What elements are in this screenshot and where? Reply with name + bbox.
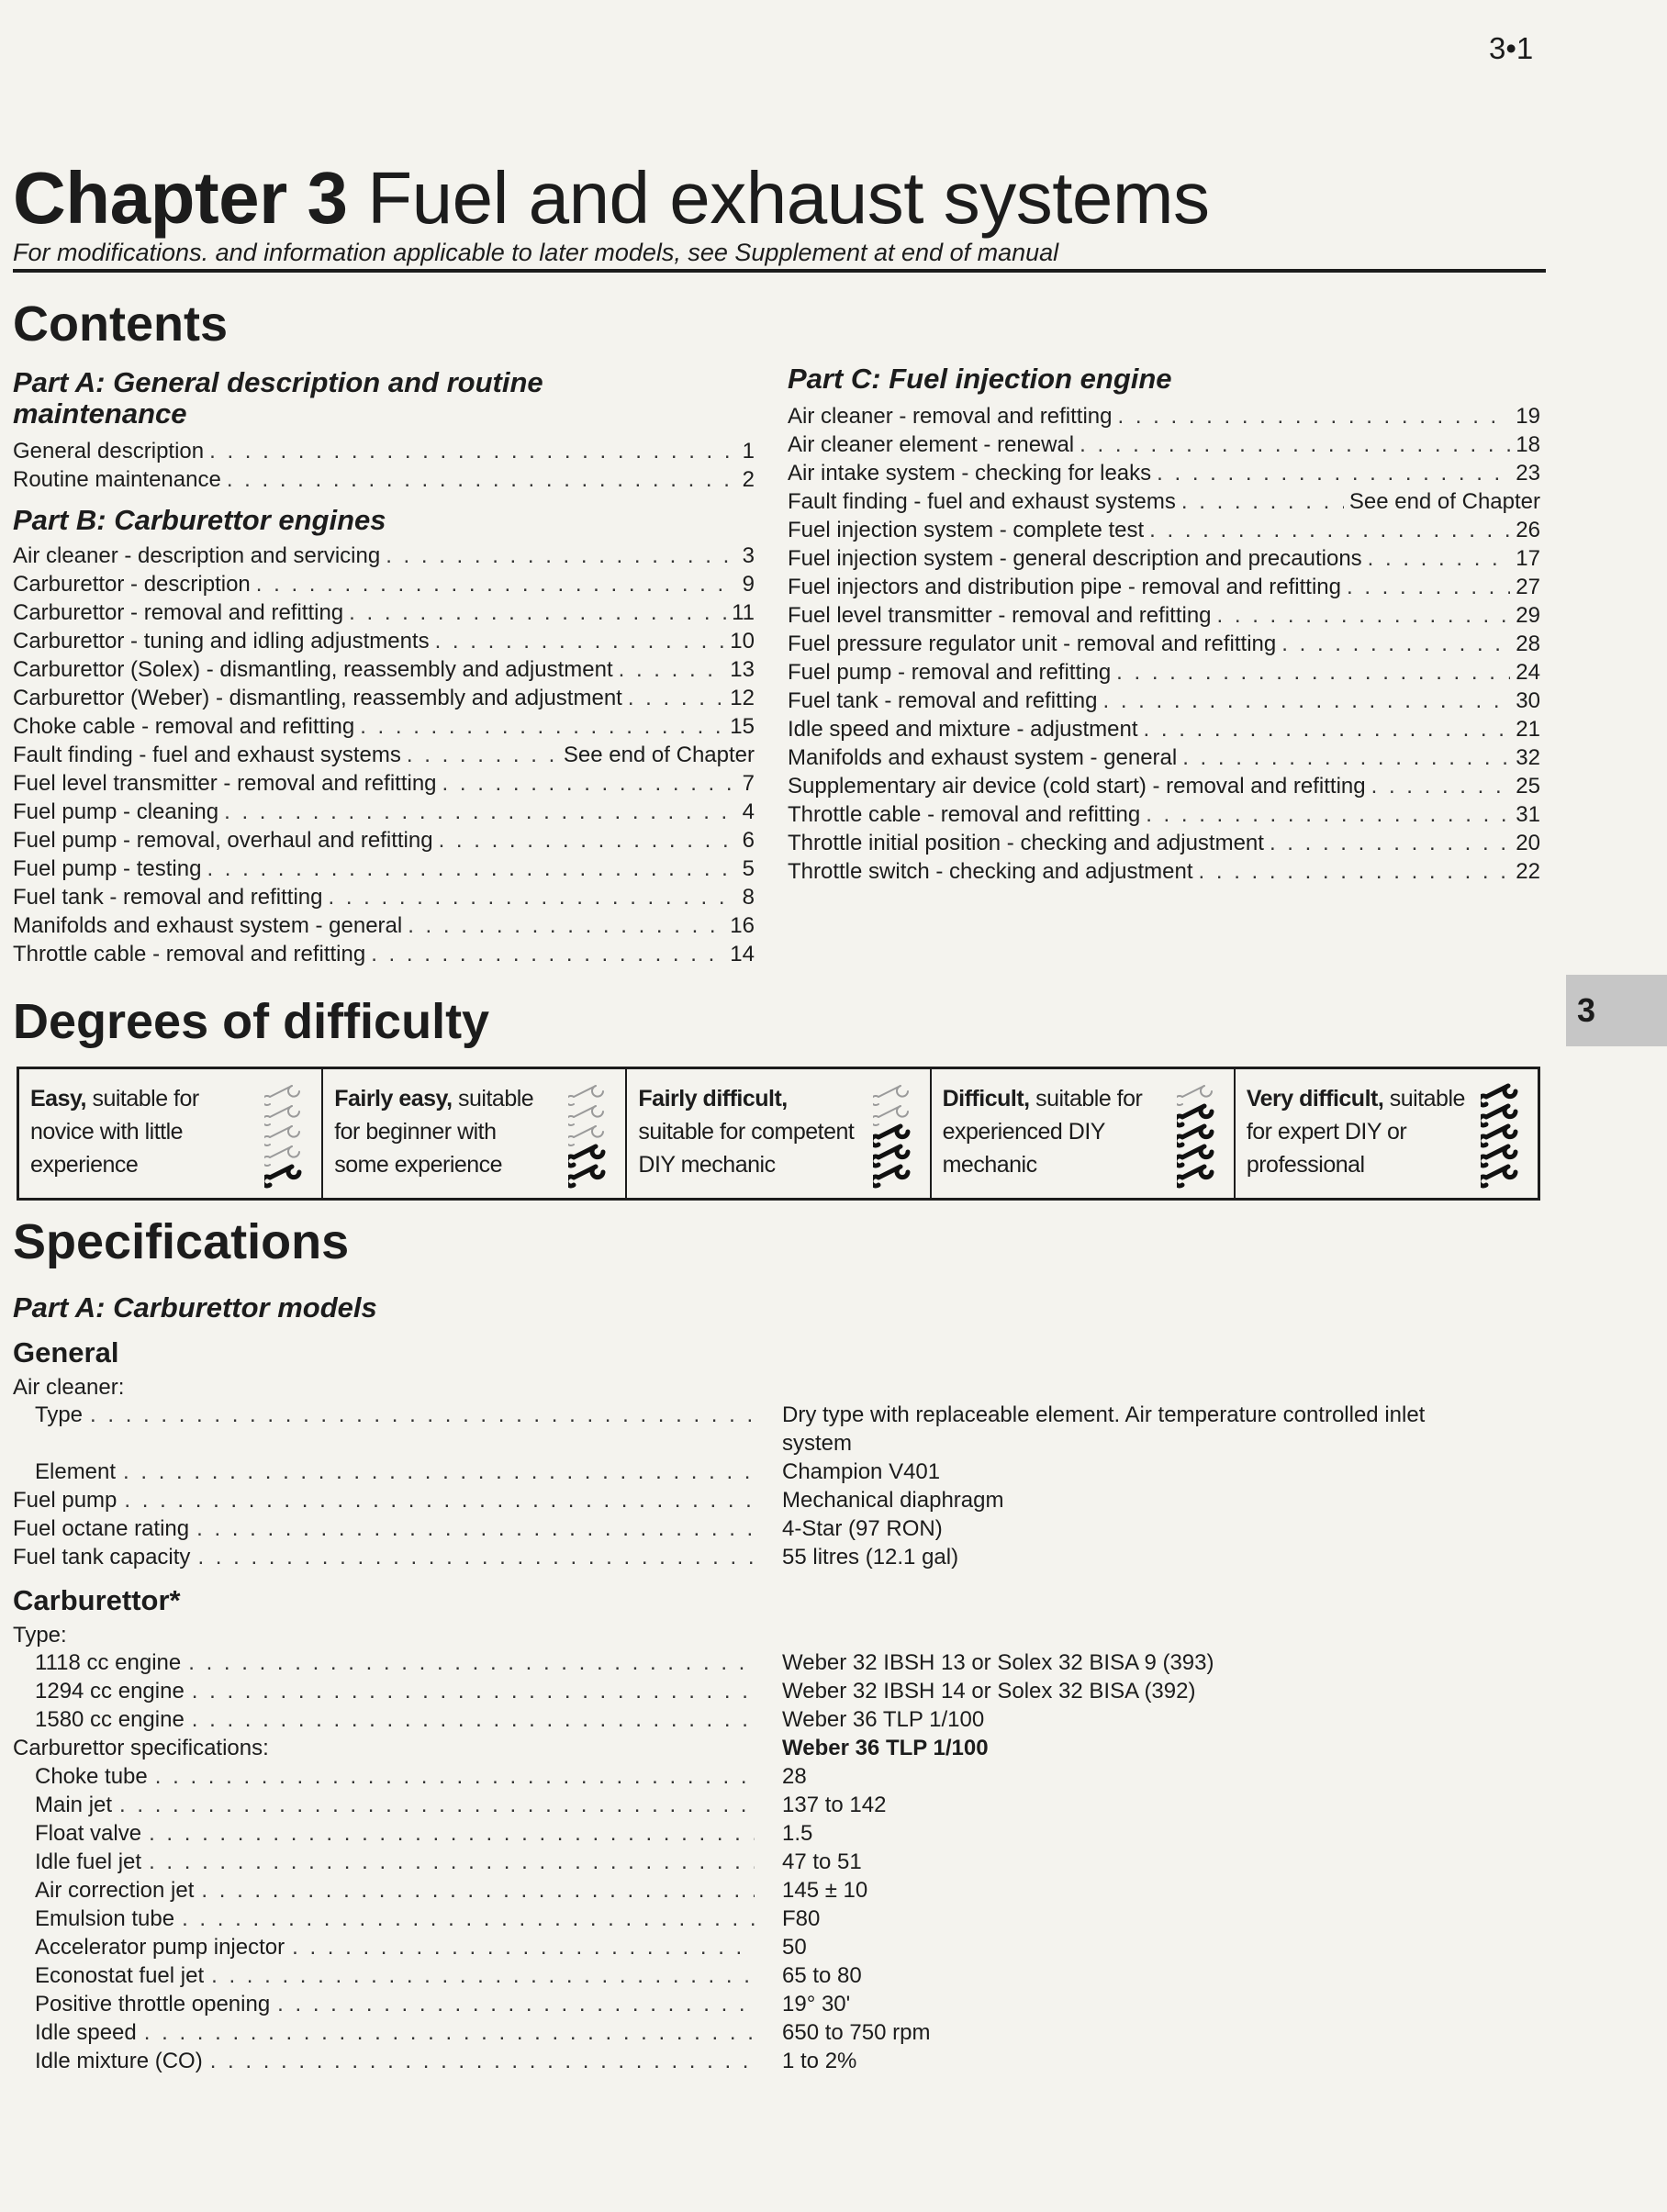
spec-label: Positive throttle opening bbox=[35, 1992, 271, 2016]
difficulty-description: suitable for beginner with some experience bbox=[334, 1086, 534, 1178]
dot-leader bbox=[211, 1961, 755, 1990]
wrench-icon bbox=[873, 1086, 908, 1105]
dot-leader bbox=[1347, 573, 1510, 601]
spec-part-a-heading: Part A: Carburettor models bbox=[13, 1291, 377, 1324]
contents-entry-section: 9 bbox=[742, 572, 755, 597]
contents-entry-section: 23 bbox=[1516, 461, 1540, 486]
dot-leader bbox=[1144, 715, 1511, 743]
contents-entry bbox=[788, 772, 1540, 800]
contents-entry bbox=[788, 544, 1540, 573]
chapter-title bbox=[13, 156, 1210, 240]
dot-leader bbox=[1182, 743, 1510, 772]
contents-entry bbox=[13, 769, 755, 798]
contents-entry-label: Fuel pump - removal and refitting bbox=[788, 660, 1112, 685]
contents-entry bbox=[13, 826, 755, 855]
wrench-icon bbox=[1177, 1146, 1212, 1166]
spec-label: Type bbox=[35, 1402, 84, 1427]
contents-entry bbox=[788, 630, 1540, 658]
dot-leader bbox=[149, 1819, 755, 1848]
dot-leader bbox=[442, 769, 737, 798]
contents-entry bbox=[13, 627, 755, 655]
dot-leader bbox=[371, 940, 724, 968]
contents-entry-label: Throttle cable - removal and refitting bbox=[788, 802, 1141, 827]
chapter-subtitle: For modifications. and information applicable to later models, see Supplement at end of manual bbox=[13, 239, 1059, 266]
contents-entry-label: Carburettor - tuning and idling adjustments bbox=[13, 629, 430, 654]
wrench-icon bbox=[873, 1126, 908, 1145]
dot-leader bbox=[408, 911, 724, 940]
dot-leader bbox=[1157, 459, 1510, 487]
difficulty-cell bbox=[1236, 1069, 1538, 1198]
wrench-icon bbox=[264, 1106, 299, 1125]
dot-leader bbox=[123, 1458, 755, 1486]
dot-leader bbox=[407, 741, 558, 769]
contents-entry-section: 15 bbox=[730, 714, 755, 739]
dot-leader bbox=[360, 712, 724, 741]
spec-value: 137 to 142 bbox=[782, 1793, 887, 1817]
dot-leader bbox=[1217, 601, 1511, 630]
dot-leader bbox=[619, 655, 725, 684]
wrench-icon bbox=[1481, 1086, 1516, 1105]
contents-entry bbox=[13, 570, 755, 598]
contents-entry-label: Fault finding - fuel and exhaust systems bbox=[13, 743, 401, 767]
dot-leader bbox=[1199, 857, 1511, 886]
dot-leader bbox=[192, 1705, 755, 1734]
difficulty-heading: Degrees of difficulty bbox=[13, 994, 490, 1049]
wrench-icon bbox=[568, 1106, 603, 1125]
contents-entry-section: 21 bbox=[1516, 717, 1540, 742]
contents-entry bbox=[788, 573, 1540, 601]
contents-entry-section: See end of Chapter bbox=[1348, 489, 1540, 514]
spec-label: Fuel tank capacity bbox=[13, 1545, 191, 1570]
contents-entry-section: 7 bbox=[742, 771, 755, 796]
contents-entry-section: 29 bbox=[1516, 603, 1540, 628]
spec-value: 65 to 80 bbox=[782, 1963, 862, 1988]
dot-leader bbox=[1181, 487, 1344, 516]
contents-entry-label: Air cleaner - description and servicing bbox=[13, 543, 381, 568]
wrench-rating-icon bbox=[264, 1078, 305, 1189]
difficulty-text bbox=[1247, 1082, 1467, 1181]
contents-entry-section: 28 bbox=[1516, 631, 1540, 656]
dot-leader bbox=[144, 2018, 755, 2047]
wrench-rating-icon bbox=[1481, 1078, 1521, 1189]
contents-entry-label: Fuel pump - testing bbox=[13, 856, 202, 881]
contents-entry-label: General description bbox=[13, 439, 205, 464]
spec-value: Weber 36 TLP 1/100 bbox=[782, 1736, 989, 1760]
contents-entry bbox=[788, 743, 1540, 772]
chapter-label: Chapter 3 bbox=[13, 157, 348, 239]
wrench-rating-icon bbox=[873, 1078, 913, 1189]
difficulty-text bbox=[638, 1082, 858, 1181]
contents-entry bbox=[788, 402, 1540, 430]
spec-label: Fuel pump bbox=[13, 1488, 117, 1513]
contents-entry-label: Fuel injectors and distribution pipe - removal and refitting bbox=[788, 575, 1341, 599]
spec-value: 145 ± 10 bbox=[782, 1878, 868, 1903]
contents-entry-label: Throttle switch - checking and adjustment bbox=[788, 859, 1193, 884]
contents-entry-section: 2 bbox=[742, 467, 755, 492]
dot-leader bbox=[277, 1990, 755, 2018]
contents-entry-section: 16 bbox=[730, 913, 755, 938]
difficulty-description: suitable for competent DIY mechanic bbox=[638, 1119, 855, 1178]
difficulty-cell bbox=[19, 1069, 323, 1198]
contents-entry bbox=[788, 687, 1540, 715]
dot-leader bbox=[1116, 658, 1510, 687]
contents-entry-section: 3 bbox=[742, 543, 755, 568]
dot-leader bbox=[1103, 687, 1511, 715]
difficulty-text bbox=[943, 1082, 1163, 1181]
difficulty-cell bbox=[323, 1069, 627, 1198]
contents-entry-section: 10 bbox=[730, 629, 755, 654]
wrench-icon bbox=[568, 1086, 603, 1105]
spec-value: 50 bbox=[782, 1935, 807, 1960]
dot-leader bbox=[329, 883, 737, 911]
contents-entry-section: 20 bbox=[1516, 831, 1540, 855]
dot-leader bbox=[209, 437, 737, 465]
spec-label: Idle fuel jet bbox=[35, 1849, 142, 1874]
dot-leader bbox=[292, 1933, 755, 1961]
spec-label: Element bbox=[35, 1459, 117, 1484]
spec-general-heading: General bbox=[13, 1336, 119, 1369]
contents-entry bbox=[788, 658, 1540, 687]
air-cleaner-label: Air cleaner: bbox=[13, 1375, 125, 1400]
dot-leader bbox=[435, 627, 725, 655]
dot-leader bbox=[210, 2047, 755, 2075]
dot-leader bbox=[155, 1762, 755, 1791]
dot-leader bbox=[349, 598, 726, 627]
spec-value: F80 bbox=[782, 1906, 821, 1931]
difficulty-description: suitable for expert DIY or professional bbox=[1246, 1086, 1465, 1178]
spec-label: Air correction jet bbox=[35, 1878, 195, 1903]
spec-label: Main jet bbox=[35, 1793, 113, 1817]
part-b-list bbox=[13, 542, 755, 968]
difficulty-level: Fairly easy, bbox=[334, 1086, 453, 1112]
contents-entry-label: Fuel level transmitter - removal and refitting bbox=[788, 603, 1212, 628]
difficulty-text bbox=[30, 1082, 251, 1181]
wrench-icon bbox=[873, 1146, 908, 1166]
contents-entry-label: Idle speed and mixture - adjustment bbox=[788, 717, 1138, 742]
spec-carburettor-heading: Carburettor* bbox=[13, 1584, 181, 1616]
contents-entry bbox=[788, 459, 1540, 487]
contents-entry-section: 26 bbox=[1516, 518, 1540, 542]
wrench-icon bbox=[1481, 1146, 1516, 1166]
part-c-list bbox=[788, 402, 1540, 886]
spec-value: 47 to 51 bbox=[782, 1849, 862, 1874]
spec-label: Idle mixture (CO) bbox=[35, 2049, 203, 2073]
difficulty-cell bbox=[627, 1069, 931, 1198]
dot-leader bbox=[1270, 829, 1510, 857]
dot-leader bbox=[124, 1486, 755, 1514]
wrench-icon bbox=[264, 1167, 299, 1186]
contents-entry-section: 1 bbox=[742, 439, 755, 464]
spec-label: Accelerator pump injector bbox=[35, 1935, 285, 1960]
wrench-icon bbox=[568, 1146, 603, 1166]
spec-label: Float valve bbox=[35, 1821, 142, 1846]
contents-entry bbox=[13, 798, 755, 826]
spec-value: Champion V401 bbox=[782, 1459, 941, 1484]
contents-entry-label: Throttle initial position - checking and adjustment bbox=[788, 831, 1264, 855]
contents-entry-section: 6 bbox=[742, 828, 755, 853]
spec-label: Choke tube bbox=[35, 1764, 148, 1789]
contents-entry-label: Fuel tank - removal and refitting bbox=[13, 885, 323, 910]
contents-entry bbox=[13, 712, 755, 741]
contents-entry-label: Fault finding - fuel and exhaust systems bbox=[788, 489, 1176, 514]
contents-entry-label: Fuel pressure regulator unit - removal and refitting bbox=[788, 631, 1277, 656]
contents-left-column bbox=[13, 367, 755, 968]
contents-entry-label: Supplementary air device (cold start) - removal and refitting bbox=[788, 774, 1366, 799]
dot-leader bbox=[1281, 630, 1510, 658]
contents-entry bbox=[13, 883, 755, 911]
contents-entry-section: 8 bbox=[742, 885, 755, 910]
wrench-icon bbox=[568, 1126, 603, 1145]
chapter-name: Fuel and exhaust systems bbox=[367, 157, 1210, 239]
spec-value bbox=[782, 1401, 1535, 1458]
dot-leader bbox=[628, 684, 724, 712]
wrench-icon bbox=[873, 1167, 908, 1186]
contents-entry-label: Carburettor (Weber) - dismantling, reassembly and adjustment bbox=[13, 686, 622, 710]
wrench-icon bbox=[568, 1167, 603, 1186]
wrench-icon bbox=[1481, 1167, 1516, 1186]
contents-entry-section: 12 bbox=[730, 686, 755, 710]
contents-entry-label: Air intake system - checking for leaks bbox=[788, 461, 1152, 486]
wrench-icon bbox=[873, 1106, 908, 1125]
contents-entry bbox=[788, 516, 1540, 544]
part-b-heading: Part B: Carburettor engines bbox=[13, 504, 386, 536]
wrench-icon bbox=[1481, 1106, 1516, 1125]
spec-value: 28 bbox=[782, 1764, 807, 1789]
contents-entry-label: Fuel level transmitter - removal and refitting bbox=[13, 771, 437, 796]
dot-leader bbox=[439, 826, 737, 855]
spec-label: Fuel octane rating bbox=[13, 1516, 190, 1541]
spec-label: Emulsion tube bbox=[35, 1906, 175, 1931]
dot-leader bbox=[1080, 430, 1510, 459]
contents-entry-label: Manifolds and exhaust system - general bbox=[788, 745, 1178, 770]
spec-value: Weber 32 IBSH 14 or Solex 32 BISA (392) bbox=[782, 1679, 1196, 1704]
contents-entry-label: Choke cable - removal and refitting bbox=[13, 714, 355, 739]
contents-entry bbox=[13, 598, 755, 627]
wrench-icon bbox=[264, 1146, 299, 1166]
contents-entry bbox=[788, 829, 1540, 857]
contents-entry-section: 30 bbox=[1516, 688, 1540, 713]
dot-leader bbox=[196, 1514, 755, 1543]
contents-entry bbox=[13, 855, 755, 883]
part-a-heading: Part A: General description and routine maintenance bbox=[13, 366, 543, 430]
contents-entry-section: 11 bbox=[732, 600, 755, 625]
spec-value: Mechanical diaphragm bbox=[782, 1488, 1004, 1513]
spec-value: 19° 30' bbox=[782, 1992, 851, 2016]
dot-leader bbox=[201, 1876, 755, 1905]
difficulty-level: Easy, bbox=[30, 1086, 86, 1112]
contents-entry-section: 24 bbox=[1516, 660, 1540, 685]
contents-entry-label: Fuel injection system - general description and precautions bbox=[788, 546, 1362, 571]
contents-entry bbox=[13, 741, 755, 769]
spec-label: Carburettor specifications: bbox=[13, 1736, 269, 1760]
contents-entry-section: 25 bbox=[1516, 774, 1540, 799]
difficulty-cell bbox=[932, 1069, 1236, 1198]
dot-leader bbox=[1117, 402, 1510, 430]
difficulty-level: Difficult, bbox=[942, 1086, 1030, 1112]
dot-leader bbox=[192, 1677, 755, 1705]
dot-leader bbox=[227, 465, 737, 494]
spec-label: 1118 cc engine bbox=[35, 1650, 182, 1675]
wrench-icon bbox=[1177, 1126, 1212, 1145]
difficulty-level: Very difficult, bbox=[1246, 1086, 1384, 1112]
part-a-list bbox=[13, 437, 755, 494]
contents-entry bbox=[788, 430, 1540, 459]
spec-value: 1.5 bbox=[782, 1821, 813, 1846]
contents-entry bbox=[13, 542, 755, 570]
wrench-rating-icon bbox=[1177, 1078, 1217, 1189]
spec-value: 55 litres (12.1 gal) bbox=[782, 1545, 959, 1570]
contents-entry-label: Carburettor - removal and refitting bbox=[13, 600, 344, 625]
contents-entry-section: 17 bbox=[1516, 546, 1540, 571]
contents-entry bbox=[788, 800, 1540, 829]
spec-value: Weber 32 IBSH 13 or Solex 32 BISA 9 (393) bbox=[782, 1650, 1214, 1675]
dot-leader bbox=[1368, 544, 1511, 573]
contents-entry-label: Carburettor - description bbox=[13, 572, 251, 597]
contents-entry-section: 19 bbox=[1516, 404, 1540, 429]
contents-entry-label: Fuel pump - removal, overhaul and refitting bbox=[13, 828, 433, 853]
dot-leader bbox=[224, 798, 737, 826]
contents-right-column bbox=[788, 363, 1540, 886]
dot-leader bbox=[1371, 772, 1511, 800]
dot-leader bbox=[197, 1543, 755, 1571]
contents-entry-label: Air cleaner element - renewal bbox=[788, 432, 1075, 457]
dot-leader bbox=[386, 542, 736, 570]
contents-entry-label: Routine maintenance bbox=[13, 467, 221, 492]
spec-value: 4-Star (97 RON) bbox=[782, 1516, 943, 1541]
dot-leader bbox=[149, 1848, 755, 1876]
contents-entry bbox=[788, 487, 1540, 516]
dot-leader bbox=[1149, 516, 1510, 544]
wrench-icon bbox=[1177, 1167, 1212, 1186]
contents-entry-label: Manifolds and exhaust system - general bbox=[13, 913, 403, 938]
contents-entry bbox=[13, 437, 755, 465]
contents-entry bbox=[13, 940, 755, 968]
spec-label: 1580 cc engine bbox=[35, 1707, 185, 1732]
dot-leader bbox=[182, 1905, 755, 1933]
dot-leader bbox=[90, 1401, 755, 1429]
spec-label: 1294 cc engine bbox=[35, 1679, 185, 1704]
contents-heading: Contents bbox=[13, 296, 228, 352]
contents-entry-section: 32 bbox=[1516, 745, 1540, 770]
spec-value-line: Dry type with replaceable element. Air temperature controlled inlet bbox=[782, 1402, 1426, 1427]
contents-entry-label: Air cleaner - removal and refitting bbox=[788, 404, 1113, 429]
spec-value: Weber 36 TLP 1/100 bbox=[782, 1707, 985, 1732]
contents-entry bbox=[788, 601, 1540, 630]
contents-entry-section: 13 bbox=[730, 657, 755, 682]
contents-entry bbox=[13, 655, 755, 684]
carb-type-label: Type: bbox=[13, 1623, 67, 1648]
difficulty-description: suitable for novice with little experience bbox=[30, 1086, 199, 1178]
difficulty-table bbox=[17, 1067, 1540, 1201]
contents-entry-section: 5 bbox=[742, 856, 755, 881]
difficulty-description: suitable for experienced DIY mechanic bbox=[942, 1086, 1143, 1178]
dot-leader bbox=[207, 855, 736, 883]
wrench-icon bbox=[264, 1126, 299, 1145]
contents-entry-label: Fuel pump - cleaning bbox=[13, 799, 219, 824]
dot-leader bbox=[188, 1648, 755, 1677]
specifications-heading: Specifications bbox=[13, 1214, 350, 1269]
part-c-heading: Part C: Fuel injection engine bbox=[788, 363, 1172, 395]
contents-entry bbox=[788, 715, 1540, 743]
spec-value-line: system bbox=[782, 1431, 853, 1456]
difficulty-level: Fairly difficult, bbox=[638, 1086, 788, 1112]
wrench-rating-icon bbox=[568, 1078, 609, 1189]
dot-leader bbox=[1146, 800, 1510, 829]
contents-entry bbox=[13, 911, 755, 940]
contents-entry-section: 18 bbox=[1516, 432, 1540, 457]
contents-entry-label: Throttle cable - removal and refitting bbox=[13, 942, 366, 966]
spec-label: Econostat fuel jet bbox=[35, 1963, 205, 1988]
contents-entry-label: Carburettor (Solex) - dismantling, reassembly and adjustment bbox=[13, 657, 613, 682]
contents-entry bbox=[13, 465, 755, 494]
contents-entry-section: 22 bbox=[1516, 859, 1540, 884]
contents-entry bbox=[13, 684, 755, 712]
contents-entry-section: 31 bbox=[1516, 802, 1540, 827]
wrench-icon bbox=[1177, 1106, 1212, 1125]
wrench-icon bbox=[264, 1086, 299, 1105]
wrench-icon bbox=[1481, 1126, 1516, 1145]
contents-entry-label: Fuel tank - removal and refitting bbox=[788, 688, 1098, 713]
spec-value: 650 to 750 rpm bbox=[782, 2020, 931, 2045]
contents-entry-section: See end of Chapter bbox=[563, 743, 755, 767]
page-number: 3•1 bbox=[1489, 31, 1534, 65]
header-rule bbox=[13, 269, 1546, 273]
contents-entry-label: Fuel injection system - complete test bbox=[788, 518, 1145, 542]
wrench-icon bbox=[1177, 1086, 1212, 1105]
difficulty-text bbox=[334, 1082, 554, 1181]
chapter-side-tab: 3 bbox=[1566, 975, 1667, 1046]
contents-entry-section: 14 bbox=[730, 942, 755, 966]
contents-entry-section: 27 bbox=[1516, 575, 1540, 599]
dot-leader bbox=[119, 1791, 755, 1819]
contents-entry bbox=[788, 857, 1540, 886]
dot-leader bbox=[256, 570, 737, 598]
spec-label: Idle speed bbox=[35, 2020, 137, 2045]
contents-entry-section: 4 bbox=[742, 799, 755, 824]
spec-value: 1 to 2% bbox=[782, 2049, 857, 2073]
